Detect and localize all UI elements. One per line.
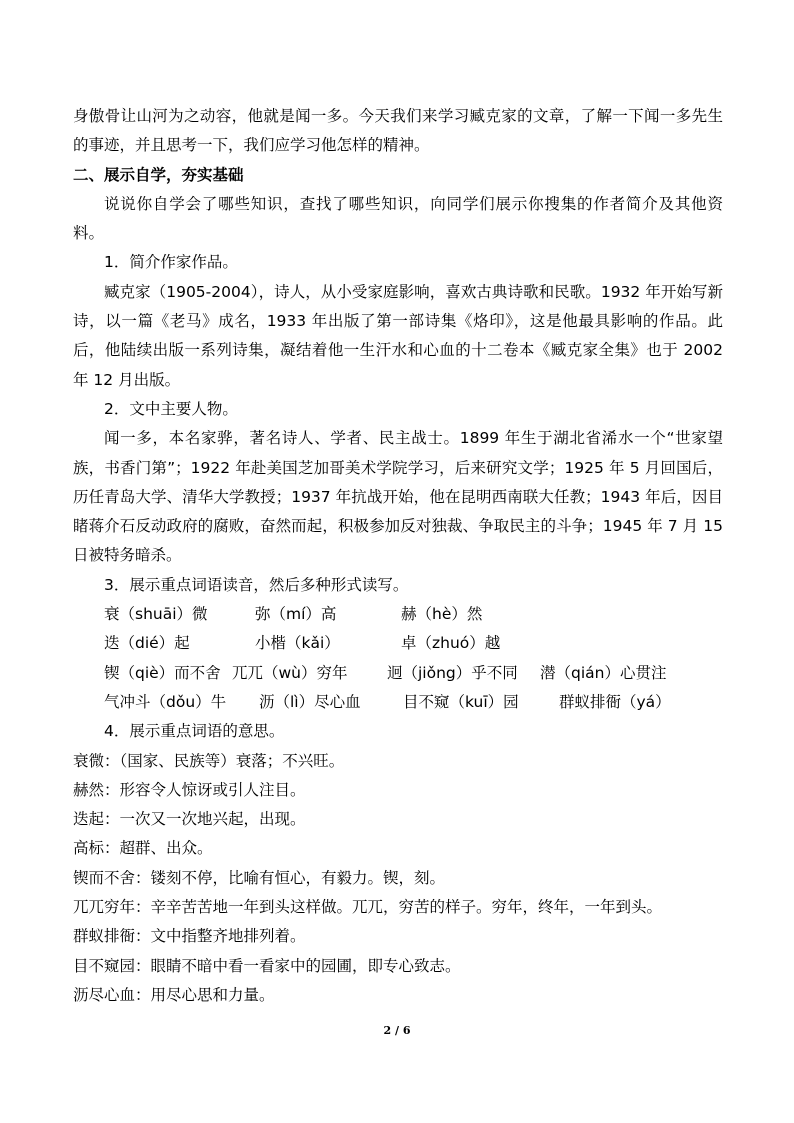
- vocab-item: 群蚁排衙（yá）: [559, 692, 671, 711]
- vocab-item: 卓（zhuó）越: [401, 634, 501, 653]
- page-number: 2 / 6: [383, 1024, 411, 1037]
- definition-line: 迭起：一次又一次地兴起，出现。: [73, 810, 306, 829]
- definition-line: 高标：超群、出众。: [73, 839, 213, 858]
- definition-line: 目不窥园：眼睛不暗中看一看家中的园圃，即专心致志。: [73, 956, 461, 975]
- item1-title: 1．简介作家作品。: [104, 253, 238, 272]
- vocab-item: 迥（jiǒng）乎不同: [387, 663, 518, 682]
- vocab-item: 锲（qiè）而不舍: [104, 663, 221, 682]
- vocab-item: 弥（mí）高: [255, 605, 337, 624]
- document-body: [73, 102, 723, 1010]
- item2-body: 闻一多，本名家骅，著名诗人、学者、民主战士。1899 年生于湖北省浠水一个“世家望族，书香门第”；1922 年赴美国芝加哥美术学院学习，后来研究文学；1925 年 5 月回国后，历任青岛大学、清华大学教授；1937 年抗战开始，他在昆明西南联大任教；1943 年后，因目睹蒋介石反动政府的腐败，奋然而起，积极参加反对独裁、争取民主的斗争；1945 年 7 月 15 日被特务暗杀。: [73, 429, 723, 565]
- item4-title: 4．展示重点词语的意思。: [104, 722, 285, 741]
- item3-title: 3．展示重点词语读音，然后多种形式读写。: [104, 575, 409, 594]
- vocab-row: [73, 659, 723, 688]
- vocab-item: 迭（dié）起: [104, 634, 190, 653]
- vocab-item: 赫（hè）然: [401, 605, 483, 624]
- vocab-item: 气冲斗（dǒu）牛: [104, 692, 227, 711]
- vocab-row: [73, 600, 723, 629]
- lead-paragraph: 说说你自学会了哪些知识，查找了哪些知识，向同学们展示你搜集的作者简介及其他资料。: [73, 194, 723, 243]
- definition-line: 赫然：形容令人惊讶或引人注目。: [73, 780, 306, 799]
- definition-line: 衰微：（国家、民族等）衰落；不兴旺。: [73, 751, 345, 770]
- section-heading: 二、展示自学，夯实基础: [73, 165, 244, 184]
- definition-line: 群蚁排衙：文中指整齐地排列着。: [73, 927, 306, 946]
- item2-title: 2．文中主要人物。: [104, 399, 238, 418]
- vocab-item: 沥（lì）尽心血: [259, 692, 361, 711]
- vocab-item: 潜（qián）心贯注: [540, 663, 667, 682]
- vocab-row: [73, 629, 723, 658]
- definition-line: 沥尽心血：用尽心思和力量。: [73, 985, 275, 1004]
- vocab-item: 小楷（kǎi）: [255, 634, 340, 653]
- item1-body: 臧克家（1905-2004），诗人，从小受家庭影响，喜欢古典诗歌和民歌。1932 年开始写新诗，以一篇《老马》成名，1933 年出版了第一部诗集《烙印》，这是他最具影响的作品。此后，他陆续出版一系列诗集，凝结着他一生汗水和心血的十二卷本《臧克家全集》也于 2002 年 12 月出版。: [73, 282, 723, 389]
- vocab-item: 目不窥（kuī）园: [403, 692, 519, 711]
- definition-line: 锲而不舍：镂刻不停，比喻有恒心，有毅力。锲，刻。: [73, 868, 446, 887]
- intro-paragraph: 身傲骨让山河为之动容，他就是闻一多。今天我们来学习臧克家的文章，了解一下闻一多先生的事迹，并且思考一下，我们应学习他怎样的精神。: [73, 107, 723, 155]
- vocab-item: 衰（shuāi）微: [104, 605, 208, 624]
- definition-line: 兀兀穷年：辛辛苦苦地一年到头这样做。兀兀，穷苦的样子。穷年，终年，一年到头。: [73, 898, 663, 917]
- vocab-item: 兀兀（wù）穷年: [232, 663, 348, 682]
- vocab-row: [73, 688, 723, 717]
